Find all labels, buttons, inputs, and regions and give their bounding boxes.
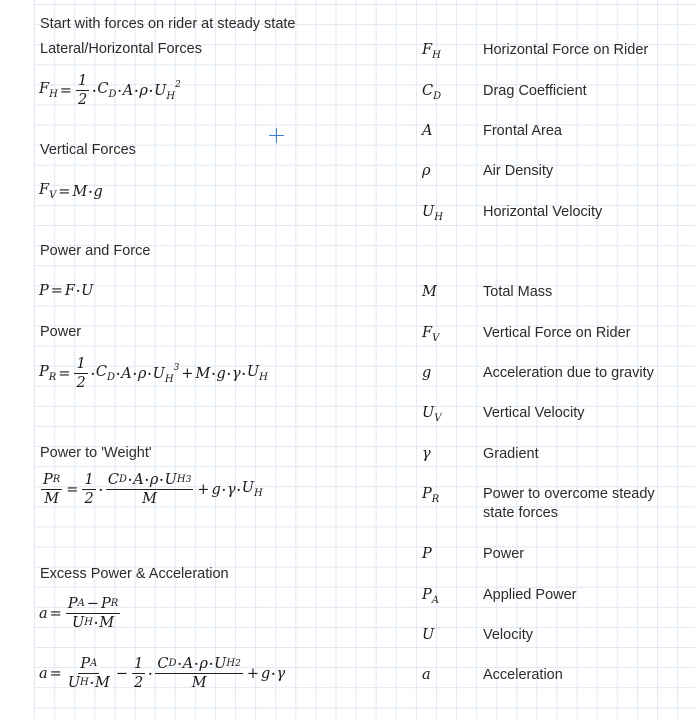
desc-gravity: Acceleration due to gravity [483,365,654,381]
symbol-total-mass: M [422,284,437,300]
equation-power-force[interactable]: P = F · U [39,283,94,299]
desc-power: Power [483,546,525,562]
symbol-horizontal-velocity: $U_H$ [422,204,443,223]
symbol-power-steady: $P_R$ [422,486,440,505]
desc-drag-coefficient: Drag Coefficient [483,83,587,99]
desc-velocity: Velocity [483,627,533,643]
equation-acceleration[interactable]: a = P A − P R U H · M [39,596,119,631]
equation-horizontal-force[interactable]: $F_H$ = $\frac{1}{2}$ · $C_D$ · A · ρ · $U_H^2$ [39,73,181,108]
desc-force-vertical: Vertical Force on Rider [483,325,631,341]
desc-air-density: Air Density [483,163,554,179]
symbol-force-horizontal: $F_H$ [422,42,441,61]
symbol-gravity: g [422,365,432,381]
equation-power-to-weight[interactable]: P R M = $\frac{1}{2}$ · C D · A · ρ · U H 3 M + g · γ · $U_H$ [43,472,263,507]
symbol-air-density: ρ [422,163,431,179]
heading-power-force: Power and Force [40,243,151,259]
heading-power: Power [40,324,82,340]
symbol-velocity: U [422,627,435,643]
desc-frontal-area: Frontal Area [483,123,562,139]
symbol-vertical-velocity: $U_V$ [422,405,442,424]
symbol-frontal-area: A [422,123,433,139]
heading-lateral: Lateral/Horizontal Forces [40,41,202,57]
desc-horizontal-velocity: Horizontal Velocity [483,204,603,220]
heading-vertical: Vertical Forces [40,142,136,158]
desc-vertical-velocity: Vertical Velocity [483,405,585,421]
symbol-applied-power: $P_A$ [422,587,439,606]
desc-gradient: Gradient [483,446,539,462]
desc-force-horizontal: Horizontal Force on Rider [483,42,649,58]
heading-excess: Excess Power & Acceleration [40,566,229,582]
equation-power[interactable]: $P_R$ = $\frac{1}{2}$ · $C_D$ · A · ρ · $U_H^3$ + M · g · γ · $U_H$ [39,356,268,391]
desc-total-mass: Total Mass [483,284,553,300]
symbol-acceleration: a [422,667,431,683]
left-margin [0,0,34,719]
desc-acceleration: Acceleration [483,667,563,683]
desc-power-steady: Power to overcome steady state forces [483,486,655,521]
symbol-force-vertical: $F_V$ [422,325,440,344]
desc-applied-power: Applied Power [483,587,577,603]
heading-intro: Start with forces on rider at steady state [40,16,296,32]
equation-acceleration-expanded[interactable]: a = P A U H · M − $\frac{1}{2}$ · C D · A · ρ · U H 2 M + g · γ [39,656,286,691]
symbol-power: P [422,546,432,562]
equation-vertical-force[interactable]: $F_V$ = M · g [39,182,103,201]
symbol-gradient: γ [422,446,431,462]
symbol-drag-coefficient: $C_D$ [422,83,442,102]
heading-power-weight: Power to 'Weight' [40,445,152,461]
crosshair-cursor-icon [269,128,284,143]
